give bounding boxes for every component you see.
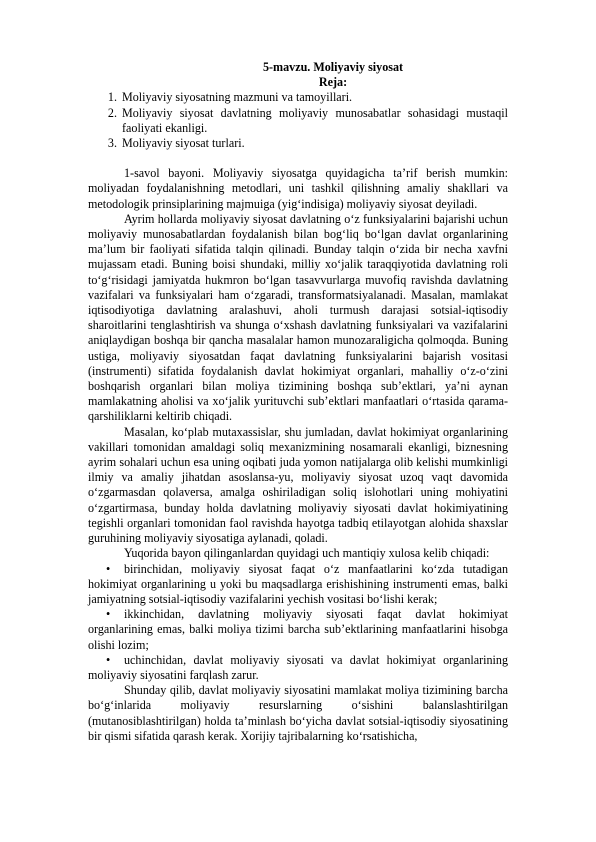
paragraph: Shunday qilib, davlat moliyaviy siyosatini mamlakat moliya tizimining barcha bo‘g‘inlarida moliyaviy resurslarning o‘sishini balanslashtirilgan (mutanosiblashtirilgan) holda ta’minlash bo‘yicha davlat sotsial-iqtisodiy siyosatining bir qismi sifatida qarash kerak. Xorijiy tajribalarning ko‘rsatishicha,: [88, 683, 508, 743]
list-item: [88, 653, 508, 683]
list-item: [88, 607, 508, 653]
bullet-icon: •: [106, 652, 111, 667]
plan-list: [88, 90, 508, 151]
conclusion-list: [88, 562, 508, 684]
paragraph: Yuqorida bayon qilinganlardan quyidagi uch mantiqiy xulosa kelib chiqadi:: [124, 546, 490, 561]
paragraph: 1-savol bayoni. Moliyaviy siyosatga quyidagicha ta’rif berish mumkin: moliyadan foydalanishning metodlari, uni tashkil qilishning amaliy shakllari va metodologik prinsiplarining majmuiga (yig‘indisiga) moliyaviy siyosat deyiladi.: [88, 166, 508, 211]
spacer: [88, 151, 508, 166]
bullet-icon: •: [106, 561, 111, 576]
plan-heading: Reja:: [318, 75, 348, 90]
list-item-text: uchinchidan, davlat moliyaviy siyosati va davlat hokimiyat organlarining moliyaviy siyosatini farqlash zarur.: [88, 652, 508, 682]
plan-item: 1. Moliyaviy siyosatning mazmuni va tamoyillari.: [120, 90, 508, 105]
bullet-icon: •: [106, 607, 111, 622]
paragraph: Masalan, ko‘plab mutaxassislar, shu jumladan, davlat hokimiyat organlarining vakillari tomonidan amaldagi soliq mexanizmining nosamarali ekanligi, biznesning ayrim sohalari uchun esa uning oqibati juda yomon natijalarga olib kelishi mumkinligi ilmiy va amaliy jihatdan asoslansa-yu, moliyaviy siyosat uzoq vaqt davomida o‘zgarmasdan qolaversa, amalga oshiriladigan soliq islohotlari uning mohiyatini o‘zgartirmasa, bunday holda davlatning moliyaviy siyosati davlat hokimiyatining tegishli organlari tomonidan faol ravishda hayotga tadbiq etilayotgan alohida shaxslar guruhining moliyaviy siyosatiga aylanadi, qoladi.: [88, 424, 508, 546]
plan-item: 3. Moliyaviy siyosat turlari.: [120, 136, 508, 151]
list-item-text: ikkinchidan, davlatning moliyaviy siyosati faqat davlat hokimiyat organlarining emas, balki moliya tizimi barcha sub’ektlarining manfaatlarini hisobga olishi lozim;: [88, 607, 508, 652]
paragraph: Ayrim hollarda moliyaviy siyosat davlatning o‘z funksiyalarini bajarishi uchun moliyaviy munosabatlardan foydalanish bilan bog‘liq bo‘lgan davlat organlarining ma’lum bir faoliyati sifatida talqin qilinadi. Bunday talqin o‘zida bir necha xavfni mujassam etadi. Buning boisi shundaki, milliy xo‘jalik taraqqiyotida davlatning roli to‘g‘risidagi jamiyatda hukmron bo‘lgan tasavvurlarga muvofiq ravishda davlatning vazifalari va funksiyalari ham o‘zgaradi, transformatsiyalanadi. Masalan, mamlakat iqtisodiyotiga davlatning aralashuvi, aholi turmush darajasi sotsial-iqtisodiy sharoitlarini tenglashtirish va shunga o‘xshash davlatning funksiyalari va vazifalarini aniqlaydigan boshqa bir qancha masalalar hamon munozaraligicha qolmoqda. Buning ustiga, moliyaviy siyosatdan faqat davlatning funksiyalarini bajarish vositasi (instrumenti) sifatida foydalanish davlat hokimiyat organlari, mahalliy o‘z-o‘zini boshqarish organlari bilan moliya tizimining boshqa sub’ektlari, ya’ni aynan mamlakatning aholisi va xo‘jalik yurituvchi sub’ektlari manfaatlari o‘rtasida qarama-qarshiliklarni keltirib chiqadi.: [88, 211, 508, 424]
document-page: [88, 60, 508, 744]
list-item: [88, 562, 508, 608]
plan-item: 2. Moliyaviy siyosat davlatning moliyaviy munosabatlar sohasidagi mustaqil faoliyati ekanligi.: [120, 106, 508, 136]
list-item-text: birinchidan, moliyaviy siyosat faqat o‘z manfaatlarini ko‘zda tutadigan hokimiyat organlarining u yoki bu maqsadlarga erishishining instrumenti emas, balki jamiyatning sotsial-iqtisodiy vazifalarini yechish vositasi bo‘lishi kerak;: [88, 561, 508, 606]
page-title: 5-mavzu. Moliyaviy siyosat: [262, 60, 404, 74]
